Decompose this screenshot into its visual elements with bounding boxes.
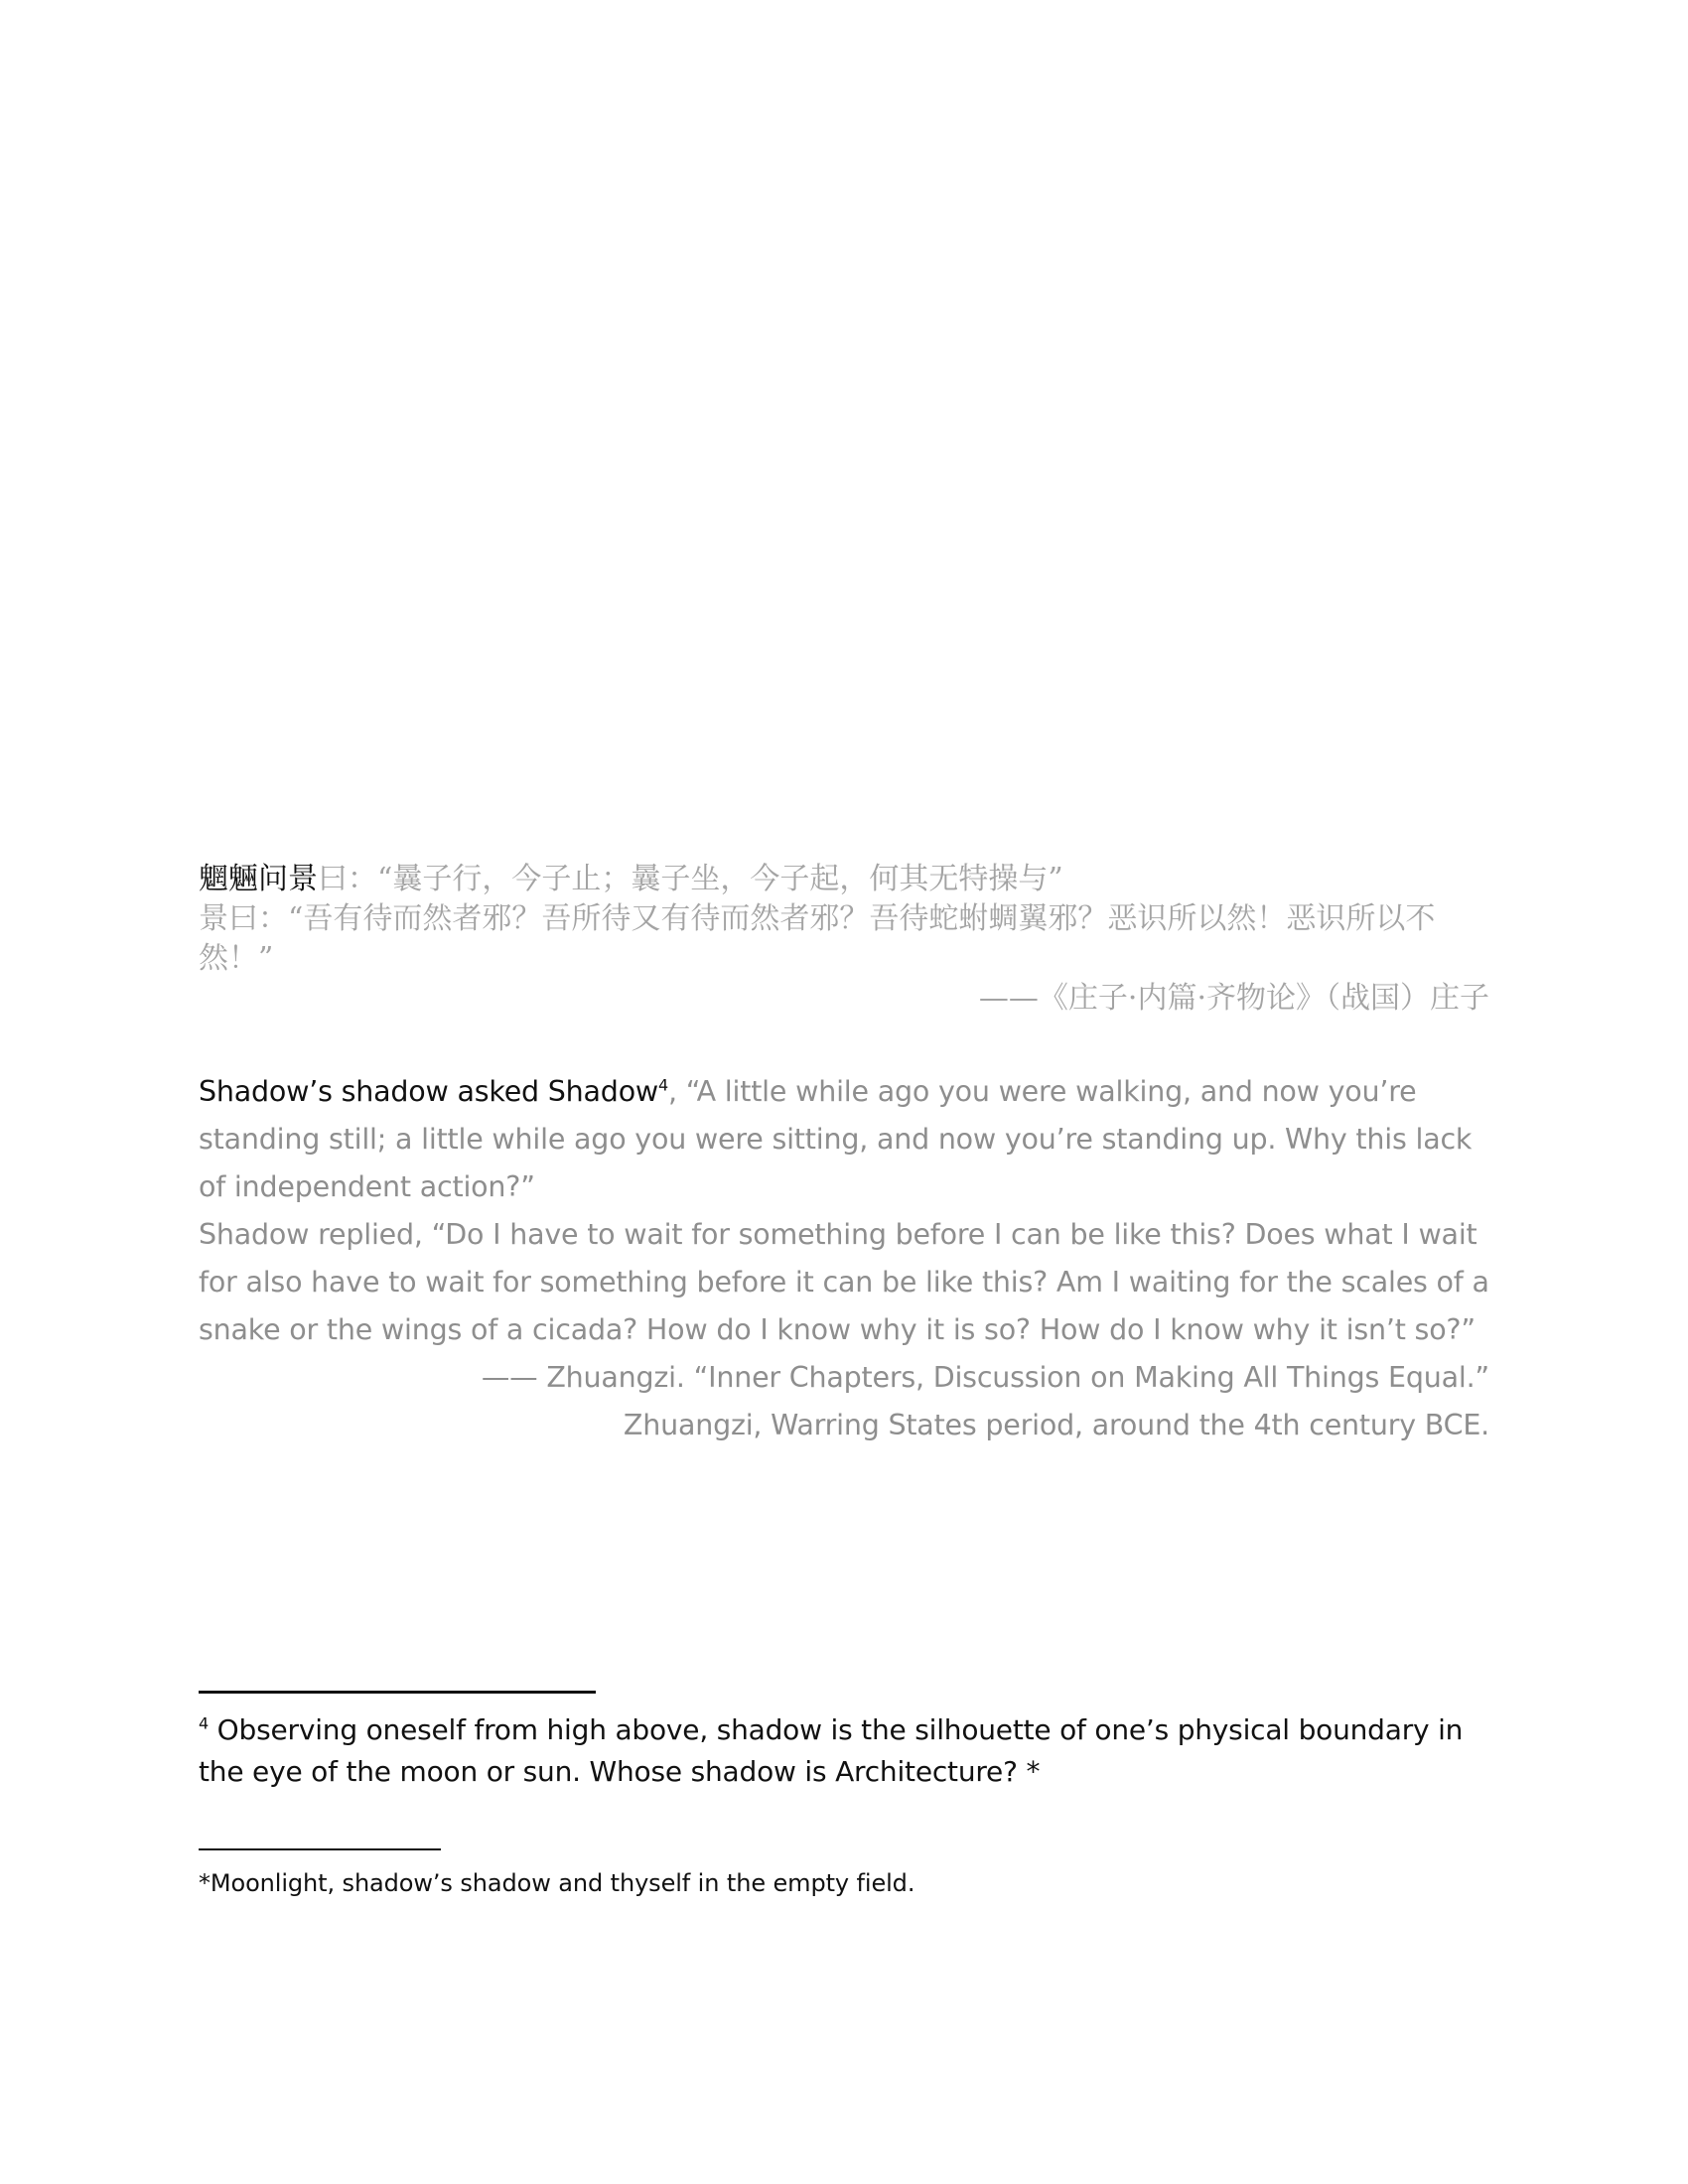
english-quote-question (199, 1068, 1489, 1211)
footnote (199, 1709, 1489, 1793)
english-quote-block (199, 1068, 1489, 1449)
chinese-quote-block (199, 860, 1489, 1019)
chinese-quote-line-2: 景曰：“吾有待而然者邪？吾所待又有待而然者邪？吾待蛇蚹蜩翼邪？恶识所以然！恶识所以不然！” (199, 901, 1436, 976)
chinese-quote-question: 曰：“曩子行，今子止；曩子坐，今子起，何其无特操与” (318, 862, 1063, 896)
footnote-divider (199, 1691, 596, 1694)
english-quote-source-2: Zhuangzi, Warring States period, around the 4th century BCE. (623, 1409, 1489, 1441)
english-quote-source-1: —— Zhuangzi. “Inner Chapters, Discussion on Making All Things Equal.” (481, 1361, 1489, 1394)
english-quote-question-text: , “A little while ago you were walking, and now you’re standing still; a little while ago you were sitting, and now you’re standing up. Why this lack of independent action?” (199, 1075, 1473, 1203)
chinese-quote-speaker: 魍魎问景 (199, 862, 318, 896)
chinese-quote-line-1 (199, 860, 1489, 899)
footnote-reference[interactable]: 4 (658, 1075, 669, 1095)
note-divider (199, 1848, 441, 1850)
asterisk-note: *Moonlight, shadow’s shadow and thyself in the empty field. (199, 1869, 915, 1897)
footnote-text: Observing oneself from high above, shadow is the silhouette of one’s physical boundary in the eye of the moon or sun. Whose shadow is Architecture? * (199, 1713, 1464, 1788)
chinese-quote-source: ——《庄子·内篇·齐物论》（战国）庄子 (978, 981, 1489, 1016)
english-quote-reply: Shadow replied, “Do I have to wait for something before I can be like this? Does what I wait for also have to wait for something before it can be like this? Am I waiting for the scales of a snake or the wings of a cicada? How do I know why it is so? How do I know why it isn’t so?” (199, 1218, 1489, 1346)
english-quote-speaker: Shadow’s shadow asked Shadow (199, 1075, 659, 1108)
footnote-marker: 4 (199, 1713, 209, 1733)
